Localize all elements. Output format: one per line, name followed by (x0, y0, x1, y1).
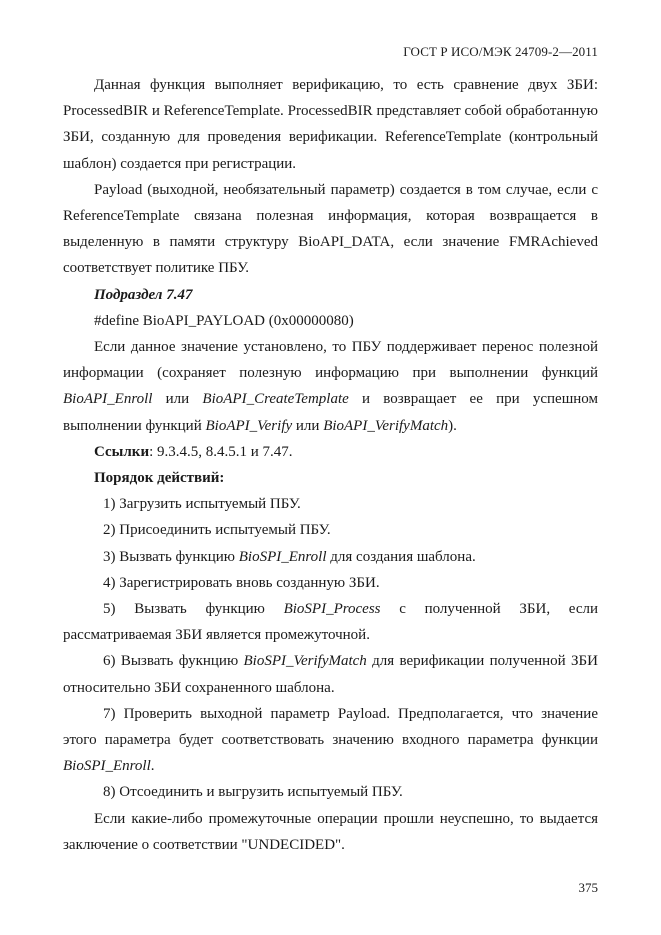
step-text: для создания шаблона. (326, 548, 476, 565)
paragraph-text: или (292, 417, 324, 434)
step-text: 7) Проверить выходной параметр Payload. Предполагается, что значение этого параметра будет соответствовать значению входного параметра функции (63, 705, 598, 749)
procedure-step-2: 2) Присоединить испытуемый ПБУ. (103, 522, 331, 539)
page-number: 375 (578, 880, 598, 895)
paragraph-payload-support (63, 334, 598, 439)
procedure-step-3 (63, 544, 598, 570)
procedure-step-4: 4) Зарегистрировать вновь созданную ЗБИ. (103, 574, 380, 591)
step-text: . (150, 758, 155, 775)
function-name: BioSPI_Enroll (63, 758, 151, 775)
step-text: 6) Вызвать фукнцию (103, 653, 244, 670)
paragraph-text: и возвращает ее при успешном выполнении функций (63, 391, 598, 434)
section-heading: Подраздел 7.47 (94, 286, 193, 303)
procedure-step-1: 1) Загрузить испытуемый ПБУ. (103, 496, 301, 513)
procedure-heading: Порядок действий: (94, 470, 225, 487)
function-name: BioAPI_CreateTemplate (202, 391, 349, 408)
paragraph-text: Если какие-либо промежуточные операции прошли неуспешно, то выдается заключение о соответствии "UNDECIDED". (63, 810, 598, 853)
function-name: BioAPI_VerifyMatch (323, 417, 449, 434)
paragraph-text: Данная функция выполняет верификацию, то есть сравнение двух ЗБИ: ProcessedBIR и ReferenceTemplate. ProcessedBIR представляет собой обработанную ЗБИ, созданную для проведения верификации. ReferenceTemplate (контрольный шаблон) создается при регистрации. (63, 77, 598, 172)
references-label: Ссылки (94, 443, 150, 460)
paragraph-text: ). (448, 417, 457, 434)
paragraph-undecided (63, 806, 598, 858)
step-text: 5) Вызвать функцию (103, 601, 284, 618)
function-name: BioSPI_VerifyMatch (243, 653, 367, 670)
function-name: BioAPI_Enroll (63, 391, 153, 408)
references-line (63, 439, 598, 465)
paragraph-text: или (152, 391, 203, 408)
document-header: ГОСТ Р ИСО/МЭК 24709-2—2011 (403, 44, 598, 59)
step-text: с полученной ЗБИ, если рассматриваемая ЗБИ является промежуточной. (63, 601, 598, 644)
references-list: : 9.3.4.5, 8.4.5.1 и 7.47. (149, 443, 293, 460)
paragraph-text: Payload (выходной, необязательный параметр) создается в том случае, если с ReferenceTemplate связана полезная информация, которая возвращается в выделенную в памяти структуру BioAPI_DATA, если значение FMRAchieved соответствует политике ПБУ. (63, 181, 598, 277)
procedure-step-5 (63, 596, 598, 648)
paragraph-text: Если данное значение установлено, то ПБУ поддерживает перенос полезной информации (сохраняет полезную информацию при выполнении функций (63, 339, 598, 382)
procedure-step-8: 8) Отсоединить и выгрузить испытуемый ПБУ. (103, 784, 403, 801)
function-name: BioSPI_Enroll (238, 548, 327, 565)
paragraph-payload (63, 177, 598, 282)
function-name: BioSPI_Process (283, 601, 381, 618)
step-text: 3) Вызвать функцию (103, 548, 239, 565)
procedure-step-6 (63, 648, 598, 700)
step-text: для верификации полученной ЗБИ относительно ЗБИ сохраненного шаблона. (63, 653, 598, 696)
function-name: BioAPI_Verify (205, 417, 293, 434)
procedure-step-7 (63, 701, 598, 780)
define-statement: #define BioAPI_PAYLOAD (0x00000080) (94, 312, 354, 329)
paragraph-verification (63, 72, 598, 177)
page-body (63, 72, 598, 858)
